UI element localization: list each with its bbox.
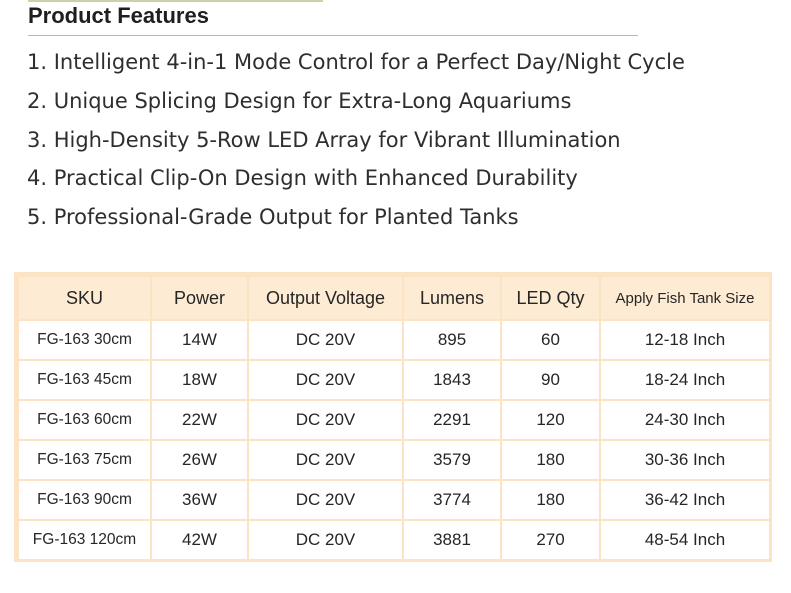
cell-power: 26W xyxy=(151,440,248,480)
cell-lumens: 2291 xyxy=(403,400,501,440)
cell-led-qty: 270 xyxy=(501,520,600,560)
cell-power: 36W xyxy=(151,480,248,520)
feature-item: 3. High-Density 5-Row LED Array for Vibrant Illumination xyxy=(27,127,621,152)
column-header-led-qty: LED Qty xyxy=(501,276,600,320)
column-header-sku: SKU xyxy=(18,276,151,320)
cell-tank-size: 18-24 Inch xyxy=(600,360,770,400)
cell-led-qty: 120 xyxy=(501,400,600,440)
cell-power: 18W xyxy=(151,360,248,400)
column-header-output-voltage: Output Voltage xyxy=(248,276,403,320)
cell-tank-size: 48-54 Inch xyxy=(600,520,770,560)
cell-sku: FG-163 60cm xyxy=(18,400,151,440)
cell-led-qty: 180 xyxy=(501,480,600,520)
title-underline xyxy=(28,35,638,36)
cell-tank-size: 24-30 Inch xyxy=(600,400,770,440)
cell-output-voltage: DC 20V xyxy=(248,360,403,400)
feature-list xyxy=(27,43,685,237)
table-row xyxy=(18,440,770,480)
cell-sku: FG-163 75cm xyxy=(18,440,151,480)
cell-sku: FG-163 30cm xyxy=(18,320,151,360)
table-row xyxy=(18,480,770,520)
column-header-power: Power xyxy=(151,276,248,320)
cell-lumens: 895 xyxy=(403,320,501,360)
column-header-tank-size: Apply Fish Tank Size xyxy=(600,276,770,320)
cell-lumens: 3774 xyxy=(403,480,501,520)
cell-lumens: 3881 xyxy=(403,520,501,560)
cell-output-voltage: DC 20V xyxy=(248,320,403,360)
table-row xyxy=(18,320,770,360)
section-title: Product Features xyxy=(28,3,209,28)
column-header-lumens: Lumens xyxy=(403,276,501,320)
cell-power: 42W xyxy=(151,520,248,560)
cell-output-voltage: DC 20V xyxy=(248,520,403,560)
feature-item: 1. Intelligent 4-in-1 Mode Control for a Perfect Day/Night Cycle xyxy=(27,50,685,74)
cell-tank-size: 30-36 Inch xyxy=(600,440,770,480)
cell-lumens: 1843 xyxy=(403,360,501,400)
cell-led-qty: 90 xyxy=(501,360,600,400)
table-row xyxy=(18,400,770,440)
table-row xyxy=(18,360,770,400)
cell-power: 14W xyxy=(151,320,248,360)
cell-sku: FG-163 120cm xyxy=(18,520,151,560)
cell-tank-size: 36-42 Inch xyxy=(600,480,770,520)
table-row xyxy=(18,520,770,560)
feature-item: 5. Professional-Grade Output for Planted Tanks xyxy=(27,205,519,230)
cell-output-voltage: DC 20V xyxy=(248,440,403,480)
cell-led-qty: 180 xyxy=(501,440,600,480)
feature-item: 4. Practical Clip-On Design with Enhanced Durability xyxy=(27,166,578,191)
cell-lumens: 3579 xyxy=(403,440,501,480)
cell-output-voltage: DC 20V xyxy=(248,400,403,440)
cell-power: 22W xyxy=(151,400,248,440)
table-header-row xyxy=(18,276,770,320)
cell-led-qty: 60 xyxy=(501,320,600,360)
feature-item: 2. Unique Splicing Design for Extra-Long Aquariums xyxy=(27,88,572,113)
cell-tank-size: 12-18 Inch xyxy=(600,320,770,360)
spec-table-frame xyxy=(14,272,772,562)
cell-output-voltage: DC 20V xyxy=(248,480,403,520)
cell-sku: FG-163 45cm xyxy=(18,360,151,400)
cell-sku: FG-163 90cm xyxy=(18,480,151,520)
spec-table xyxy=(17,275,771,561)
